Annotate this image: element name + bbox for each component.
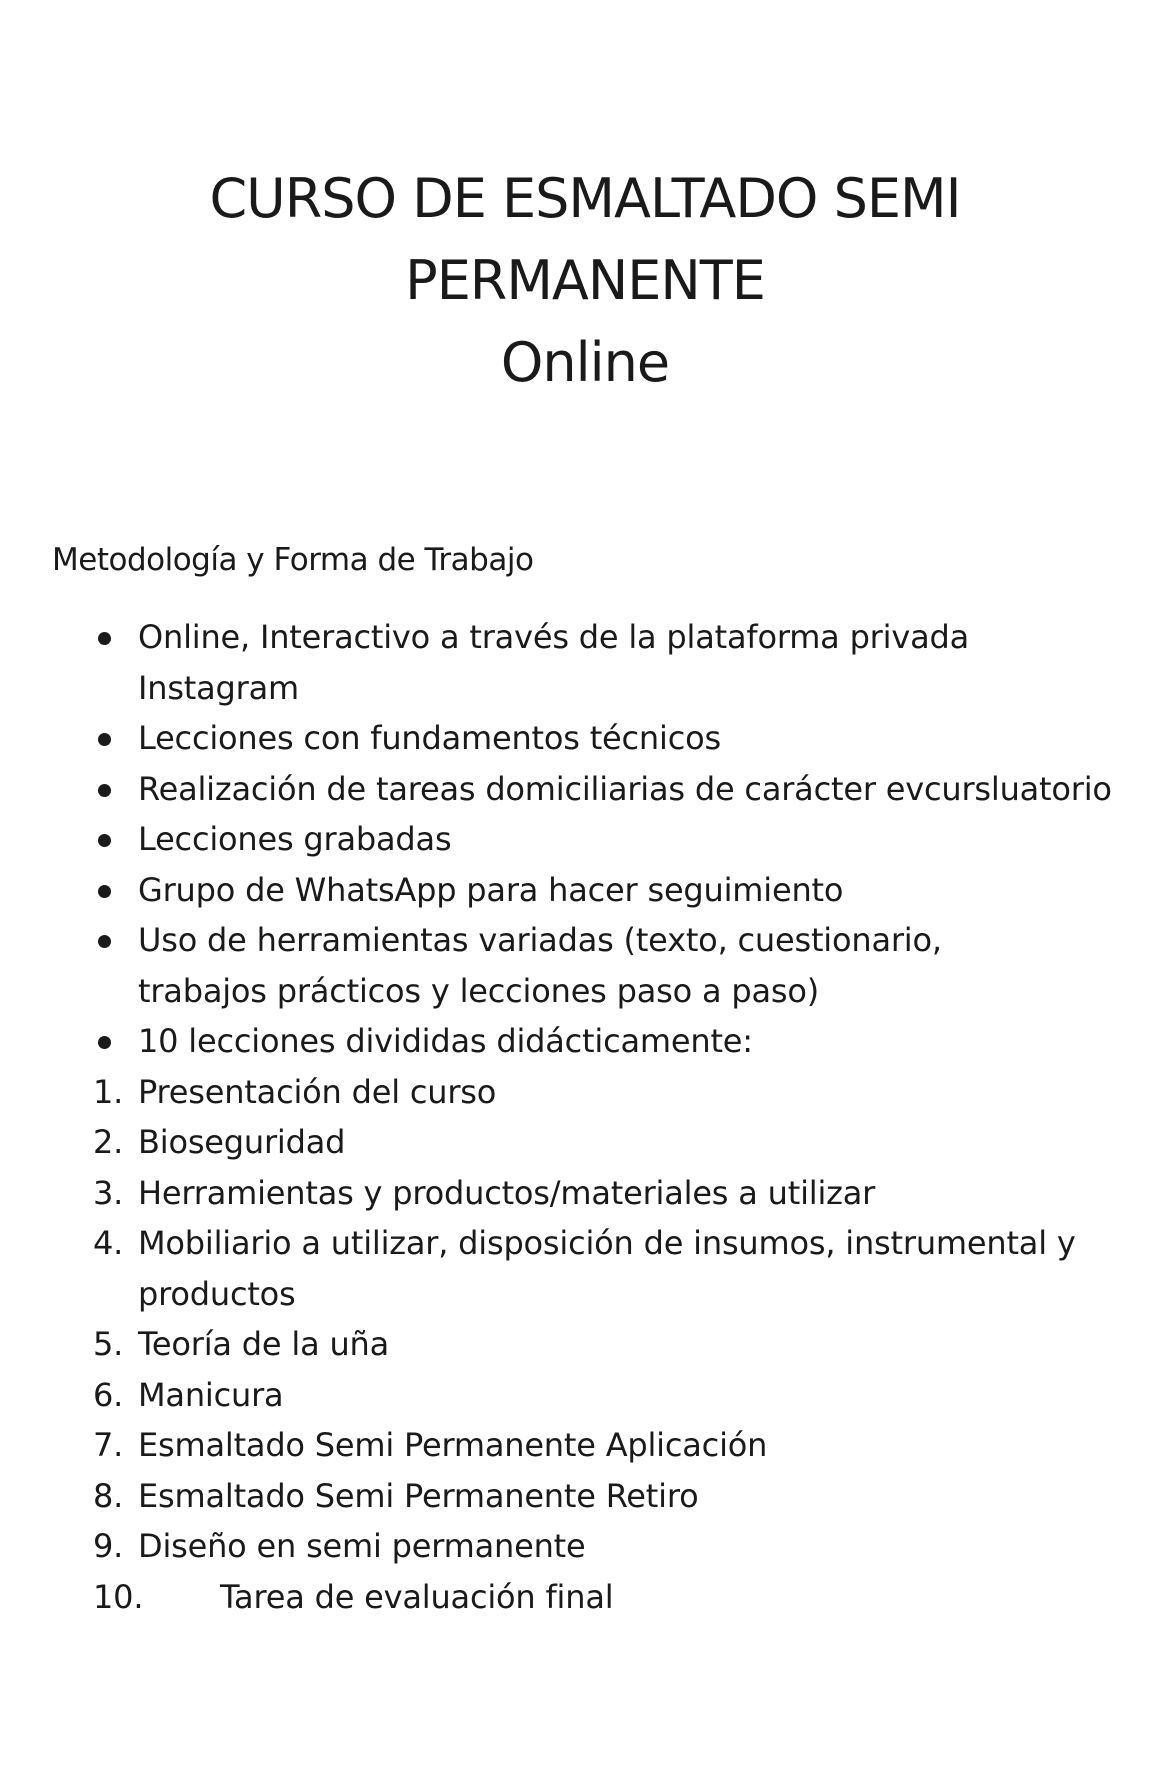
bullet-text: Realización de tareas domiciliarias de carácter evcursluatorio	[138, 769, 1112, 808]
lesson-text: Diseño en semi permanente	[138, 1527, 586, 1565]
lesson-text: Esmaltado Semi Permanente Aplicación	[138, 1426, 768, 1464]
bullet-dot-icon	[98, 733, 111, 746]
bullet-text: Lecciones con fundamentos técnicos	[138, 719, 721, 757]
lesson-text: Teoría de la uña	[138, 1325, 390, 1363]
lesson-text: Presentación del curso	[138, 1072, 497, 1111]
title-line-2: PERMANENTE	[405, 249, 765, 312]
lesson-item	[0, 1420, 1170, 1471]
course-list	[0, 612, 1170, 1622]
title-line-1: CURSO DE ESMALTADO SEMI	[209, 167, 961, 230]
lesson-item	[0, 1218, 1170, 1319]
lesson-number: 3.	[93, 1173, 124, 1212]
lesson-number: 4.	[93, 1224, 124, 1262]
bullet-item	[0, 713, 1170, 764]
lesson-text: Tarea de evaluación final	[220, 1577, 614, 1616]
lesson-number: 2.	[93, 1123, 124, 1161]
lesson-item	[0, 1471, 1170, 1522]
lesson-number: 8.	[93, 1476, 124, 1515]
bullet-dot-icon	[98, 1036, 111, 1049]
lesson-number: 1.	[93, 1072, 124, 1111]
bullet-item	[0, 814, 1170, 865]
bullet-dot-icon	[98, 935, 111, 948]
lesson-text: Herramientas y productos/materiales a utilizar	[138, 1173, 876, 1212]
lesson-text: Manicura	[138, 1375, 284, 1414]
lesson-item	[0, 1521, 1170, 1572]
bullet-text: Uso de herramientas variadas (texto, cuestionario, trabajos prácticos y lecciones paso a paso)	[138, 921, 942, 1010]
bullet-text: Grupo de WhatsApp para hacer seguimiento	[138, 870, 844, 909]
title-line-3: Online	[500, 331, 670, 394]
lesson-item	[0, 1370, 1170, 1421]
lesson-number: 10.	[93, 1577, 144, 1616]
document-title	[0, 158, 1170, 404]
lesson-text: Mobiliario a utilizar, disposición de insumos, instrumental y productos	[138, 1224, 1076, 1313]
bullet-item	[0, 764, 1170, 815]
bullet-item	[0, 865, 1170, 916]
lesson-text: Esmaltado Semi Permanente Retiro	[138, 1476, 699, 1515]
lesson-item	[0, 1117, 1170, 1168]
lesson-number: 6.	[93, 1375, 124, 1414]
section-heading: Metodología y Forma de Trabajo	[52, 542, 534, 578]
bullet-item	[0, 612, 1170, 713]
lesson-text: Bioseguridad	[138, 1123, 346, 1161]
bullet-item	[0, 915, 1170, 1016]
lesson-item	[0, 1319, 1170, 1370]
lesson-number: 7.	[93, 1426, 124, 1464]
bullet-dot-icon	[98, 834, 111, 847]
bullet-text: Online, Interactivo a través de la plataforma privada Instagram	[138, 618, 969, 707]
bullet-dot-icon	[98, 885, 111, 898]
lesson-item	[0, 1067, 1170, 1118]
bullet-text: 10 lecciones divididas didácticamente:	[138, 1022, 753, 1060]
bullet-text: Lecciones grabadas	[138, 820, 452, 858]
bullet-dot-icon	[98, 784, 111, 797]
lesson-number: 5.	[93, 1325, 124, 1363]
lesson-item	[0, 1168, 1170, 1219]
bullet-item	[0, 1016, 1170, 1067]
bullet-dot-icon	[98, 632, 111, 645]
lesson-number: 9.	[93, 1527, 124, 1565]
lesson-item	[0, 1572, 1170, 1623]
